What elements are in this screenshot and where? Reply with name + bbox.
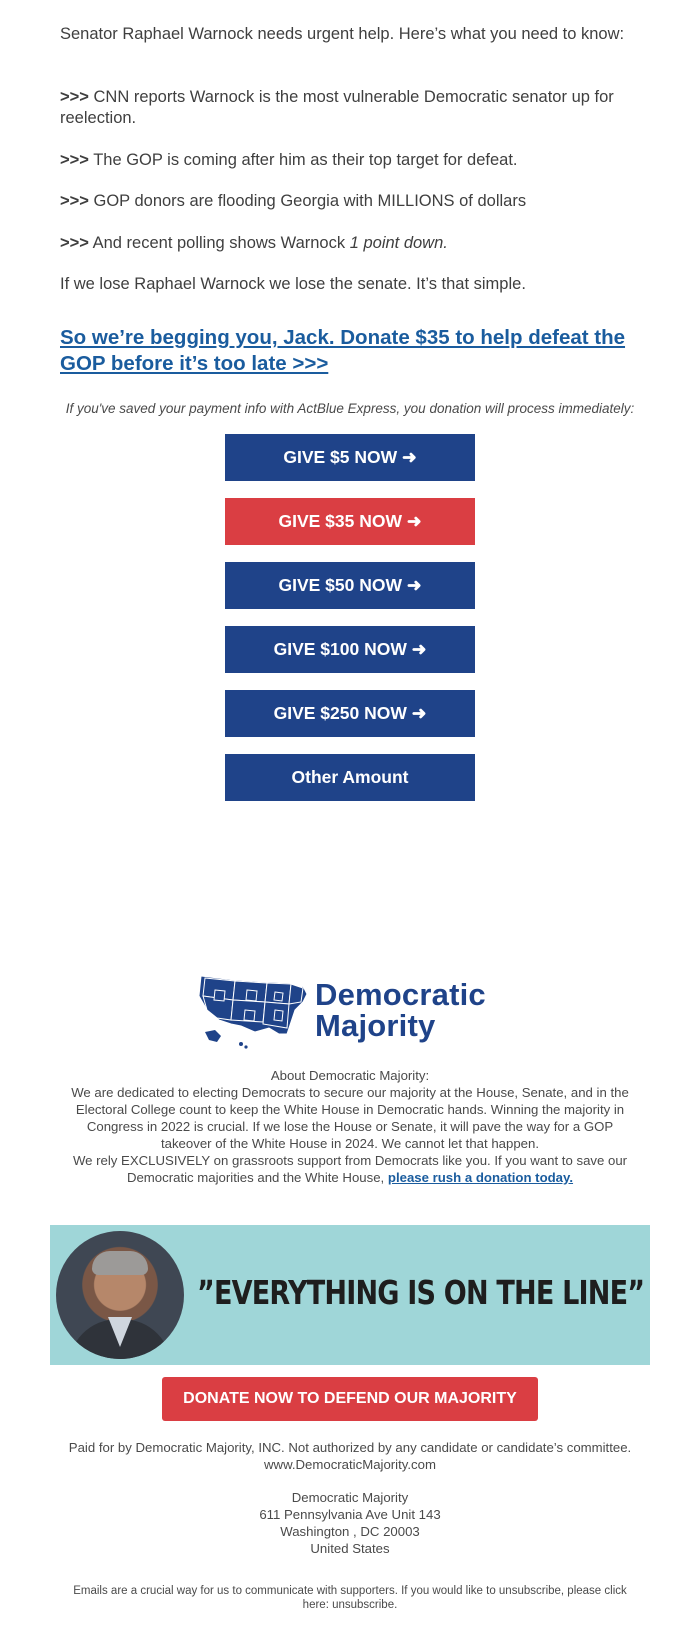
unsubscribe-link[interactable]: unsubscribe.	[332, 1599, 398, 1611]
logo-wordmark: Democratic Majority	[315, 977, 486, 1043]
address-country: United States	[310, 1541, 390, 1556]
address-street: 611 Pennsylvania Ave Unit 143	[259, 1507, 441, 1522]
intro-text: Senator Raphael Warnock needs urgent help. Here’s what you need to know:	[60, 25, 625, 43]
rush-donation-link[interactable]: please rush a donation today.	[387, 1170, 574, 1185]
bullet-marker: >>>	[60, 234, 89, 252]
actblue-express-note: If you've saved your payment info with ActBlue Express, you donation will process immediately:	[65, 401, 635, 416]
about-body: We are dedicated to electing Democrats to secure our majority at the House, Senate, and in the Electoral College count to keep the White House in Democratic hands. Winning the majority in Congress in 2022 is crucial. If we lose the House or Senate, it will pave the way for a GOP takeover of the White House in 2024. We cannot let that happen.	[71, 1085, 629, 1151]
grassroots-text: We rely EXCLUSIVELY on grassroots support from Democrats like you. If you want to save our Democratic majorities and the White House, please rush a donation today.	[72, 1153, 628, 1185]
banner-quote: ”EVERYTHING IS ON THE LINE”	[197, 1273, 645, 1312]
bullet-gop-target: >>> The GOP is coming after him as their top target for defeat.	[60, 151, 518, 169]
portrait-photo	[56, 1231, 184, 1359]
paid-for-disclaimer: Paid for by Democratic Majority, INC. Not authorized by any candidate or candidate’s committee. www.DemocraticMajority.com	[68, 1440, 632, 1472]
polling-emphasis: 1 point down.	[349, 234, 448, 252]
closing-text: If we lose Raphael Warnock we lose the senate. It’s that simple.	[60, 275, 526, 293]
give-250-button[interactable]: GIVE $250 NOW ➜	[225, 690, 475, 737]
other-amount-button[interactable]: Other Amount	[225, 754, 475, 801]
everything-on-the-line-banner[interactable]	[50, 1225, 650, 1365]
address-name: Democratic Majority	[291, 1490, 409, 1505]
give-35-button[interactable]: GIVE $35 NOW ➜	[225, 498, 475, 545]
give-50-button[interactable]: GIVE $50 NOW ➜	[225, 562, 475, 609]
bullet-marker: >>>	[60, 88, 89, 106]
bullet-marker: >>>	[60, 192, 89, 210]
unsubscribe-notice: Emails are a crucial way for us to communicate with supporters. If you would like to unsubscribe, please click here: unsubscribe.	[73, 1585, 627, 1611]
address-city: Washington , DC 20003	[280, 1524, 420, 1539]
give-100-button[interactable]: GIVE $100 NOW ➜	[225, 626, 475, 673]
donate-now-button[interactable]: DONATE NOW TO DEFEND OUR MAJORITY	[162, 1377, 538, 1421]
donate-35-headline-link[interactable]: So we’re begging you, Jack. Donate $35 to help defeat the GOP before it’s too late >>>	[60, 326, 626, 375]
give-5-button[interactable]: GIVE $5 NOW ➜	[225, 434, 475, 481]
bullet-gop-donors: >>> GOP donors are flooding Georgia with MILLIONS of dollars	[60, 192, 527, 210]
about-heading: About Democratic Majority:	[270, 1068, 430, 1083]
bullet-cnn: >>> CNN reports Warnock is the most vulnerable Democratic senator up for reelection.	[60, 88, 614, 127]
bullet-polling: >>> And recent polling shows Warnock 1 point down.	[60, 234, 448, 252]
bullet-marker: >>>	[60, 151, 89, 169]
